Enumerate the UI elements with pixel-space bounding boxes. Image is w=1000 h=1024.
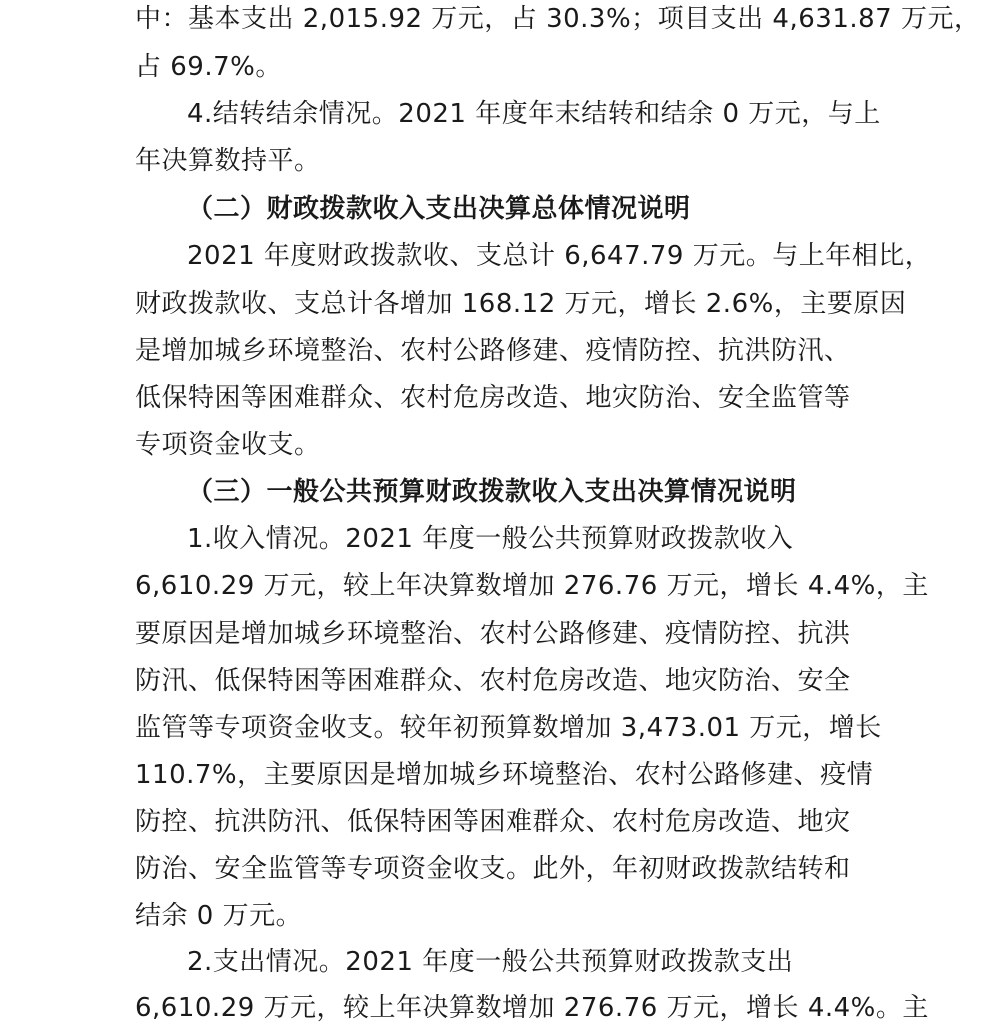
body-line: 防治、安全监管等专项资金收支。此外，年初财政拨款结转和 (135, 854, 851, 884)
body-line: 年决算数持平。 (135, 146, 321, 176)
body-line: 2.支出情况。2021 年度一般公共预算财政拨款支出 (187, 947, 794, 977)
body-line: 防控、抗洪防汛、低保特困等困难群众、农村危房改造、地灾 (135, 807, 851, 837)
body-line: 1.收入情况。2021 年度一般公共预算财政拨款收入 (187, 524, 794, 554)
body-line: 110.7%，主要原因是增加城乡环境整治、农村公路修建、疫情 (135, 760, 874, 790)
section-heading: （二）财政拨款收入支出决算总体情况说明 (187, 194, 691, 224)
body-line: 要原因是增加城乡环境整治、农村公路修建、疫情防控、抗洪 (135, 619, 851, 649)
body-line: 6,610.29 万元，较上年决算数增加 276.76 万元，增长 4.4%，主 (135, 571, 929, 601)
body-line: 是增加城乡环境整治、农村公路修建、疫情防控、抗洪防汛、 (135, 336, 851, 366)
body-line: 4.结转结余情况。2021 年度年末结转和结余 0 万元，与上 (187, 99, 881, 129)
body-line: 中：基本支出 2,015.92 万元，占 30.3%；项目支出 4,631.87 万元， (135, 4, 981, 34)
body-line: 防汛、低保特困等困难群众、农村危房改造、地灾防治、安全 (135, 666, 851, 696)
body-line: 占 69.7%。 (135, 52, 282, 82)
body-line: 结余 0 万元。 (135, 901, 303, 931)
body-line: 财政拨款收、支总计各增加 168.12 万元，增长 2.6%，主要原因 (135, 289, 907, 319)
body-line: 低保特困等困难群众、农村危房改造、地灾防治、安全监管等 (135, 383, 851, 413)
section-heading: （三）一般公共预算财政拨款收入支出决算情况说明 (187, 477, 797, 507)
body-line: 专项资金收支。 (135, 430, 321, 460)
body-line: 2021 年度财政拨款收、支总计 6,647.79 万元。与上年相比， (187, 241, 932, 271)
body-line: 监管等专项资金收支。较年初预算数增加 3,473.01 万元，增长 (135, 713, 882, 743)
body-line: 6,610.29 万元，较上年决算数增加 276.76 万元，增长 4.4%。主 (135, 993, 929, 1023)
